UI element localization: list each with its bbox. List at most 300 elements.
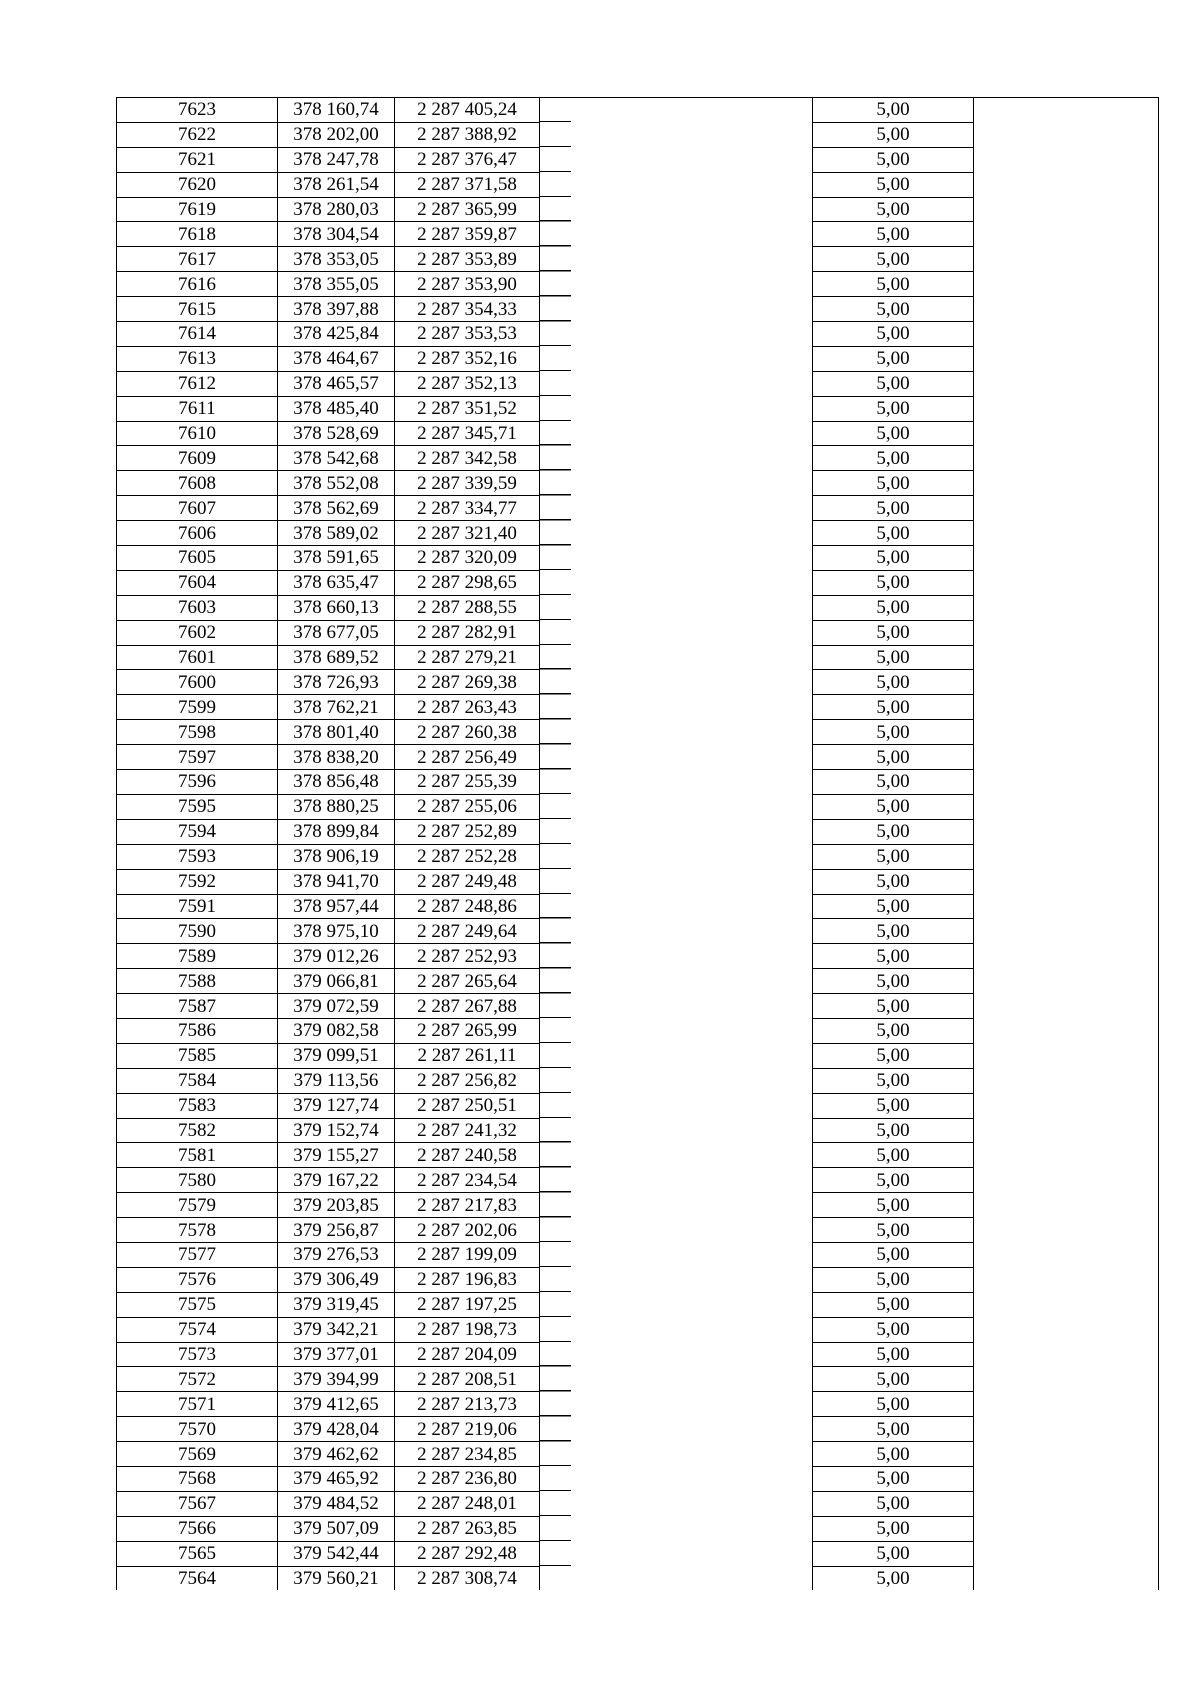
table-row — [117, 1267, 1159, 1292]
table-row — [117, 1068, 1159, 1093]
table-row — [117, 1342, 1159, 1367]
x-coordinate-cell: 379 306,49 — [278, 1267, 395, 1292]
empty-cell — [540, 247, 813, 272]
y-coordinate-cell: 2 287 240,58 — [395, 1143, 540, 1168]
point-number-cell: 7572 — [117, 1367, 278, 1392]
y-coordinate-cell: 2 287 252,89 — [395, 819, 540, 844]
empty-cell — [974, 794, 1159, 819]
table-row — [117, 1516, 1159, 1541]
point-number-cell: 7615 — [117, 297, 278, 322]
value-cell: 5,00 — [813, 1292, 974, 1317]
point-number-cell: 7609 — [117, 446, 278, 471]
value-cell: 5,00 — [813, 421, 974, 446]
table-row — [117, 446, 1159, 471]
table-row — [117, 1018, 1159, 1043]
empty-cell — [974, 1317, 1159, 1342]
x-coordinate-cell: 379 507,09 — [278, 1516, 395, 1541]
value-cell: 5,00 — [813, 1267, 974, 1292]
empty-cell — [974, 670, 1159, 695]
empty-cell — [974, 570, 1159, 595]
value-cell: 5,00 — [813, 620, 974, 645]
x-coordinate-cell: 379 127,74 — [278, 1093, 395, 1118]
empty-cell — [974, 371, 1159, 396]
value-cell: 5,00 — [813, 1466, 974, 1491]
table-row — [117, 521, 1159, 546]
y-coordinate-cell: 2 287 339,59 — [395, 471, 540, 496]
empty-cell — [974, 272, 1159, 297]
x-coordinate-cell: 379 412,65 — [278, 1392, 395, 1417]
table-row — [117, 421, 1159, 446]
table-row — [117, 322, 1159, 347]
value-cell: 5,00 — [813, 1143, 974, 1168]
value-cell: 5,00 — [813, 371, 974, 396]
y-coordinate-cell: 2 287 352,16 — [395, 346, 540, 371]
value-cell: 5,00 — [813, 1442, 974, 1467]
table-row — [117, 1242, 1159, 1267]
x-coordinate-cell: 378 677,05 — [278, 620, 395, 645]
empty-cell — [540, 1267, 813, 1292]
value-cell: 5,00 — [813, 819, 974, 844]
point-number-cell: 7622 — [117, 122, 278, 147]
empty-cell — [540, 1566, 813, 1590]
point-number-cell: 7564 — [117, 1566, 278, 1590]
empty-cell — [540, 944, 813, 969]
x-coordinate-cell: 378 552,08 — [278, 471, 395, 496]
value-cell: 5,00 — [813, 172, 974, 197]
value-cell: 5,00 — [813, 670, 974, 695]
table-row — [117, 297, 1159, 322]
y-coordinate-cell: 2 287 321,40 — [395, 521, 540, 546]
empty-cell — [974, 247, 1159, 272]
point-number-cell: 7587 — [117, 994, 278, 1019]
table-row — [117, 770, 1159, 795]
empty-cell — [974, 496, 1159, 521]
value-cell: 5,00 — [813, 869, 974, 894]
empty-cell — [974, 1018, 1159, 1043]
y-coordinate-cell: 2 287 292,48 — [395, 1541, 540, 1566]
point-number-cell: 7590 — [117, 919, 278, 944]
empty-cell — [540, 1292, 813, 1317]
empty-cell — [974, 944, 1159, 969]
empty-cell — [540, 1342, 813, 1367]
empty-cell — [540, 1491, 813, 1516]
empty-cell — [974, 1242, 1159, 1267]
empty-cell — [540, 197, 813, 222]
empty-cell — [540, 1068, 813, 1093]
x-coordinate-cell: 378 465,57 — [278, 371, 395, 396]
value-cell: 5,00 — [813, 994, 974, 1019]
y-coordinate-cell: 2 287 405,24 — [395, 98, 540, 123]
value-cell: 5,00 — [813, 272, 974, 297]
table-row — [117, 1043, 1159, 1068]
value-cell: 5,00 — [813, 222, 974, 247]
y-coordinate-cell: 2 287 234,85 — [395, 1442, 540, 1467]
empty-cell — [540, 521, 813, 546]
value-cell: 5,00 — [813, 521, 974, 546]
value-cell: 5,00 — [813, 147, 974, 172]
y-coordinate-cell: 2 287 219,06 — [395, 1417, 540, 1442]
y-coordinate-cell: 2 287 250,51 — [395, 1093, 540, 1118]
empty-cell — [540, 869, 813, 894]
empty-cell — [540, 122, 813, 147]
table-row — [117, 396, 1159, 421]
value-cell: 5,00 — [813, 1168, 974, 1193]
value-cell: 5,00 — [813, 894, 974, 919]
table-row — [117, 197, 1159, 222]
empty-cell — [540, 645, 813, 670]
empty-cell — [974, 919, 1159, 944]
point-number-cell: 7585 — [117, 1043, 278, 1068]
x-coordinate-cell: 379 152,74 — [278, 1118, 395, 1143]
value-cell: 5,00 — [813, 446, 974, 471]
x-coordinate-cell: 379 394,99 — [278, 1367, 395, 1392]
empty-cell — [974, 620, 1159, 645]
empty-cell — [974, 546, 1159, 571]
empty-cell — [540, 546, 813, 571]
value-cell: 5,00 — [813, 1367, 974, 1392]
empty-cell — [974, 595, 1159, 620]
x-coordinate-cell: 379 256,87 — [278, 1218, 395, 1243]
empty-cell — [974, 122, 1159, 147]
point-number-cell: 7588 — [117, 969, 278, 994]
value-cell: 5,00 — [813, 1516, 974, 1541]
point-number-cell: 7597 — [117, 745, 278, 770]
value-cell: 5,00 — [813, 570, 974, 595]
empty-cell — [540, 919, 813, 944]
value-cell: 5,00 — [813, 1417, 974, 1442]
empty-cell — [974, 1118, 1159, 1143]
table-row — [117, 919, 1159, 944]
empty-cell — [974, 1193, 1159, 1218]
y-coordinate-cell: 2 287 204,09 — [395, 1342, 540, 1367]
table-row — [117, 1317, 1159, 1342]
table-row — [117, 819, 1159, 844]
point-number-cell: 7616 — [117, 272, 278, 297]
value-cell: 5,00 — [813, 1068, 974, 1093]
point-number-cell: 7577 — [117, 1242, 278, 1267]
y-coordinate-cell: 2 287 234,54 — [395, 1168, 540, 1193]
x-coordinate-cell: 378 528,69 — [278, 421, 395, 446]
point-number-cell: 7618 — [117, 222, 278, 247]
point-number-cell: 7593 — [117, 844, 278, 869]
point-number-cell: 7619 — [117, 197, 278, 222]
x-coordinate-cell: 379 113,56 — [278, 1068, 395, 1093]
empty-cell — [540, 222, 813, 247]
x-coordinate-cell: 378 906,19 — [278, 844, 395, 869]
y-coordinate-cell: 2 287 320,09 — [395, 546, 540, 571]
value-cell: 5,00 — [813, 919, 974, 944]
empty-cell — [974, 222, 1159, 247]
table-row — [117, 1491, 1159, 1516]
table-row — [117, 1118, 1159, 1143]
x-coordinate-cell: 378 838,20 — [278, 745, 395, 770]
point-number-cell: 7583 — [117, 1093, 278, 1118]
empty-cell — [540, 297, 813, 322]
point-number-cell: 7567 — [117, 1491, 278, 1516]
y-coordinate-cell: 2 287 197,25 — [395, 1292, 540, 1317]
y-coordinate-cell: 2 287 236,80 — [395, 1466, 540, 1491]
table-row — [117, 371, 1159, 396]
x-coordinate-cell: 378 899,84 — [278, 819, 395, 844]
empty-cell — [540, 421, 813, 446]
point-number-cell: 7620 — [117, 172, 278, 197]
value-cell: 5,00 — [813, 1242, 974, 1267]
empty-cell — [540, 969, 813, 994]
empty-cell — [540, 894, 813, 919]
point-number-cell: 7582 — [117, 1118, 278, 1143]
value-cell: 5,00 — [813, 720, 974, 745]
point-number-cell: 7605 — [117, 546, 278, 571]
empty-cell — [540, 745, 813, 770]
y-coordinate-cell: 2 287 351,52 — [395, 396, 540, 421]
point-number-cell: 7600 — [117, 670, 278, 695]
empty-cell — [540, 172, 813, 197]
empty-cell — [974, 446, 1159, 471]
point-number-cell: 7623 — [117, 98, 278, 123]
coordinates-table — [116, 97, 1159, 1590]
y-coordinate-cell: 2 287 269,38 — [395, 670, 540, 695]
y-coordinate-cell: 2 287 199,09 — [395, 1242, 540, 1267]
value-cell: 5,00 — [813, 1392, 974, 1417]
y-coordinate-cell: 2 287 263,43 — [395, 695, 540, 720]
value-cell: 5,00 — [813, 1218, 974, 1243]
x-coordinate-cell: 378 160,74 — [278, 98, 395, 123]
y-coordinate-cell: 2 287 260,38 — [395, 720, 540, 745]
y-coordinate-cell: 2 287 248,01 — [395, 1491, 540, 1516]
table-row — [117, 346, 1159, 371]
value-cell: 5,00 — [813, 944, 974, 969]
y-coordinate-cell: 2 287 198,73 — [395, 1317, 540, 1342]
empty-cell — [974, 1367, 1159, 1392]
empty-cell — [974, 1442, 1159, 1467]
point-number-cell: 7586 — [117, 1018, 278, 1043]
point-number-cell: 7569 — [117, 1442, 278, 1467]
y-coordinate-cell: 2 287 265,64 — [395, 969, 540, 994]
empty-cell — [540, 1442, 813, 1467]
table-row — [117, 247, 1159, 272]
table-row — [117, 1168, 1159, 1193]
empty-cell — [974, 172, 1159, 197]
x-coordinate-cell: 379 082,58 — [278, 1018, 395, 1043]
table-row — [117, 1392, 1159, 1417]
empty-cell — [540, 770, 813, 795]
point-number-cell: 7571 — [117, 1392, 278, 1417]
x-coordinate-cell: 378 726,93 — [278, 670, 395, 695]
point-number-cell: 7589 — [117, 944, 278, 969]
empty-cell — [974, 521, 1159, 546]
y-coordinate-cell: 2 287 256,49 — [395, 745, 540, 770]
x-coordinate-cell: 378 880,25 — [278, 794, 395, 819]
empty-cell — [974, 1491, 1159, 1516]
empty-cell — [540, 1218, 813, 1243]
empty-cell — [974, 869, 1159, 894]
y-coordinate-cell: 2 287 263,85 — [395, 1516, 540, 1541]
empty-cell — [540, 794, 813, 819]
empty-cell — [974, 1093, 1159, 1118]
value-cell: 5,00 — [813, 745, 974, 770]
empty-cell — [540, 371, 813, 396]
table-row — [117, 745, 1159, 770]
table-row — [117, 1292, 1159, 1317]
table-row — [117, 620, 1159, 645]
empty-cell — [974, 396, 1159, 421]
x-coordinate-cell: 378 591,65 — [278, 546, 395, 571]
point-number-cell: 7595 — [117, 794, 278, 819]
value-cell: 5,00 — [813, 471, 974, 496]
point-number-cell: 7602 — [117, 620, 278, 645]
x-coordinate-cell: 378 485,40 — [278, 396, 395, 421]
value-cell: 5,00 — [813, 969, 974, 994]
table-row — [117, 1442, 1159, 1467]
point-number-cell: 7575 — [117, 1292, 278, 1317]
value-cell: 5,00 — [813, 645, 974, 670]
empty-cell — [540, 1118, 813, 1143]
y-coordinate-cell: 2 287 249,64 — [395, 919, 540, 944]
point-number-cell: 7576 — [117, 1267, 278, 1292]
value-cell: 5,00 — [813, 1043, 974, 1068]
x-coordinate-cell: 379 377,01 — [278, 1342, 395, 1367]
point-number-cell: 7565 — [117, 1541, 278, 1566]
value-cell: 5,00 — [813, 1118, 974, 1143]
value-cell: 5,00 — [813, 1018, 974, 1043]
x-coordinate-cell: 379 203,85 — [278, 1193, 395, 1218]
empty-cell — [974, 1342, 1159, 1367]
x-coordinate-cell: 379 428,04 — [278, 1417, 395, 1442]
empty-cell — [540, 496, 813, 521]
empty-cell — [974, 994, 1159, 1019]
empty-cell — [540, 147, 813, 172]
table-row — [117, 1093, 1159, 1118]
point-number-cell: 7574 — [117, 1317, 278, 1342]
y-coordinate-cell: 2 287 255,39 — [395, 770, 540, 795]
value-cell: 5,00 — [813, 346, 974, 371]
y-coordinate-cell: 2 287 342,58 — [395, 446, 540, 471]
x-coordinate-cell: 378 660,13 — [278, 595, 395, 620]
y-coordinate-cell: 2 287 353,90 — [395, 272, 540, 297]
x-coordinate-cell: 379 066,81 — [278, 969, 395, 994]
x-coordinate-cell: 378 464,67 — [278, 346, 395, 371]
empty-cell — [540, 272, 813, 297]
table-row — [117, 969, 1159, 994]
y-coordinate-cell: 2 287 248,86 — [395, 894, 540, 919]
table-row — [117, 1367, 1159, 1392]
value-cell: 5,00 — [813, 247, 974, 272]
empty-cell — [540, 620, 813, 645]
empty-cell — [974, 197, 1159, 222]
point-number-cell: 7599 — [117, 695, 278, 720]
y-coordinate-cell: 2 287 202,06 — [395, 1218, 540, 1243]
y-coordinate-cell: 2 287 376,47 — [395, 147, 540, 172]
x-coordinate-cell: 379 276,53 — [278, 1242, 395, 1267]
x-coordinate-cell: 379 342,21 — [278, 1317, 395, 1342]
value-cell: 5,00 — [813, 396, 974, 421]
y-coordinate-cell: 2 287 359,87 — [395, 222, 540, 247]
empty-cell — [540, 1143, 813, 1168]
y-coordinate-cell: 2 287 261,11 — [395, 1043, 540, 1068]
empty-cell — [974, 1267, 1159, 1292]
value-cell: 5,00 — [813, 546, 974, 571]
x-coordinate-cell: 378 689,52 — [278, 645, 395, 670]
empty-cell — [540, 1541, 813, 1566]
y-coordinate-cell: 2 287 388,92 — [395, 122, 540, 147]
x-coordinate-cell: 378 941,70 — [278, 869, 395, 894]
empty-cell — [540, 446, 813, 471]
y-coordinate-cell: 2 287 345,71 — [395, 421, 540, 446]
point-number-cell: 7579 — [117, 1193, 278, 1218]
point-number-cell: 7566 — [117, 1516, 278, 1541]
empty-cell — [974, 770, 1159, 795]
empty-cell — [974, 745, 1159, 770]
value-cell: 5,00 — [813, 844, 974, 869]
point-number-cell: 7610 — [117, 421, 278, 446]
x-coordinate-cell: 378 397,88 — [278, 297, 395, 322]
empty-cell — [974, 695, 1159, 720]
x-coordinate-cell: 379 465,92 — [278, 1466, 395, 1491]
x-coordinate-cell: 379 319,45 — [278, 1292, 395, 1317]
empty-cell — [974, 297, 1159, 322]
value-cell: 5,00 — [813, 1541, 974, 1566]
point-number-cell: 7608 — [117, 471, 278, 496]
table-row — [117, 222, 1159, 247]
point-number-cell: 7612 — [117, 371, 278, 396]
x-coordinate-cell: 379 012,26 — [278, 944, 395, 969]
y-coordinate-cell: 2 287 217,83 — [395, 1193, 540, 1218]
empty-cell — [540, 1516, 813, 1541]
y-coordinate-cell: 2 287 288,55 — [395, 595, 540, 620]
y-coordinate-cell: 2 287 353,89 — [395, 247, 540, 272]
y-coordinate-cell: 2 287 298,65 — [395, 570, 540, 595]
y-coordinate-cell: 2 287 265,99 — [395, 1018, 540, 1043]
empty-cell — [974, 819, 1159, 844]
x-coordinate-cell: 378 801,40 — [278, 720, 395, 745]
empty-cell — [540, 1466, 813, 1491]
point-number-cell: 7591 — [117, 894, 278, 919]
point-number-cell: 7607 — [117, 496, 278, 521]
y-coordinate-cell: 2 287 252,28 — [395, 844, 540, 869]
point-number-cell: 7580 — [117, 1168, 278, 1193]
empty-cell — [540, 670, 813, 695]
empty-cell — [540, 570, 813, 595]
y-coordinate-cell: 2 287 213,73 — [395, 1392, 540, 1417]
table-row — [117, 1143, 1159, 1168]
x-coordinate-cell: 378 355,05 — [278, 272, 395, 297]
empty-cell — [974, 1417, 1159, 1442]
table-row — [117, 794, 1159, 819]
x-coordinate-cell: 378 957,44 — [278, 894, 395, 919]
point-number-cell: 7581 — [117, 1143, 278, 1168]
table-row — [117, 645, 1159, 670]
x-coordinate-cell: 378 975,10 — [278, 919, 395, 944]
table-row — [117, 1541, 1159, 1566]
empty-cell — [974, 346, 1159, 371]
x-coordinate-cell: 378 247,78 — [278, 147, 395, 172]
point-number-cell: 7568 — [117, 1466, 278, 1491]
table-row — [117, 869, 1159, 894]
value-cell: 5,00 — [813, 1093, 974, 1118]
empty-cell — [540, 595, 813, 620]
table-row — [117, 1193, 1159, 1218]
x-coordinate-cell: 378 425,84 — [278, 322, 395, 347]
y-coordinate-cell: 2 287 241,32 — [395, 1118, 540, 1143]
empty-cell — [974, 1218, 1159, 1243]
y-coordinate-cell: 2 287 334,77 — [395, 496, 540, 521]
empty-cell — [974, 322, 1159, 347]
coordinates-table-body — [117, 98, 1159, 1591]
point-number-cell: 7606 — [117, 521, 278, 546]
y-coordinate-cell: 2 287 365,99 — [395, 197, 540, 222]
point-number-cell: 7592 — [117, 869, 278, 894]
table-row — [117, 894, 1159, 919]
